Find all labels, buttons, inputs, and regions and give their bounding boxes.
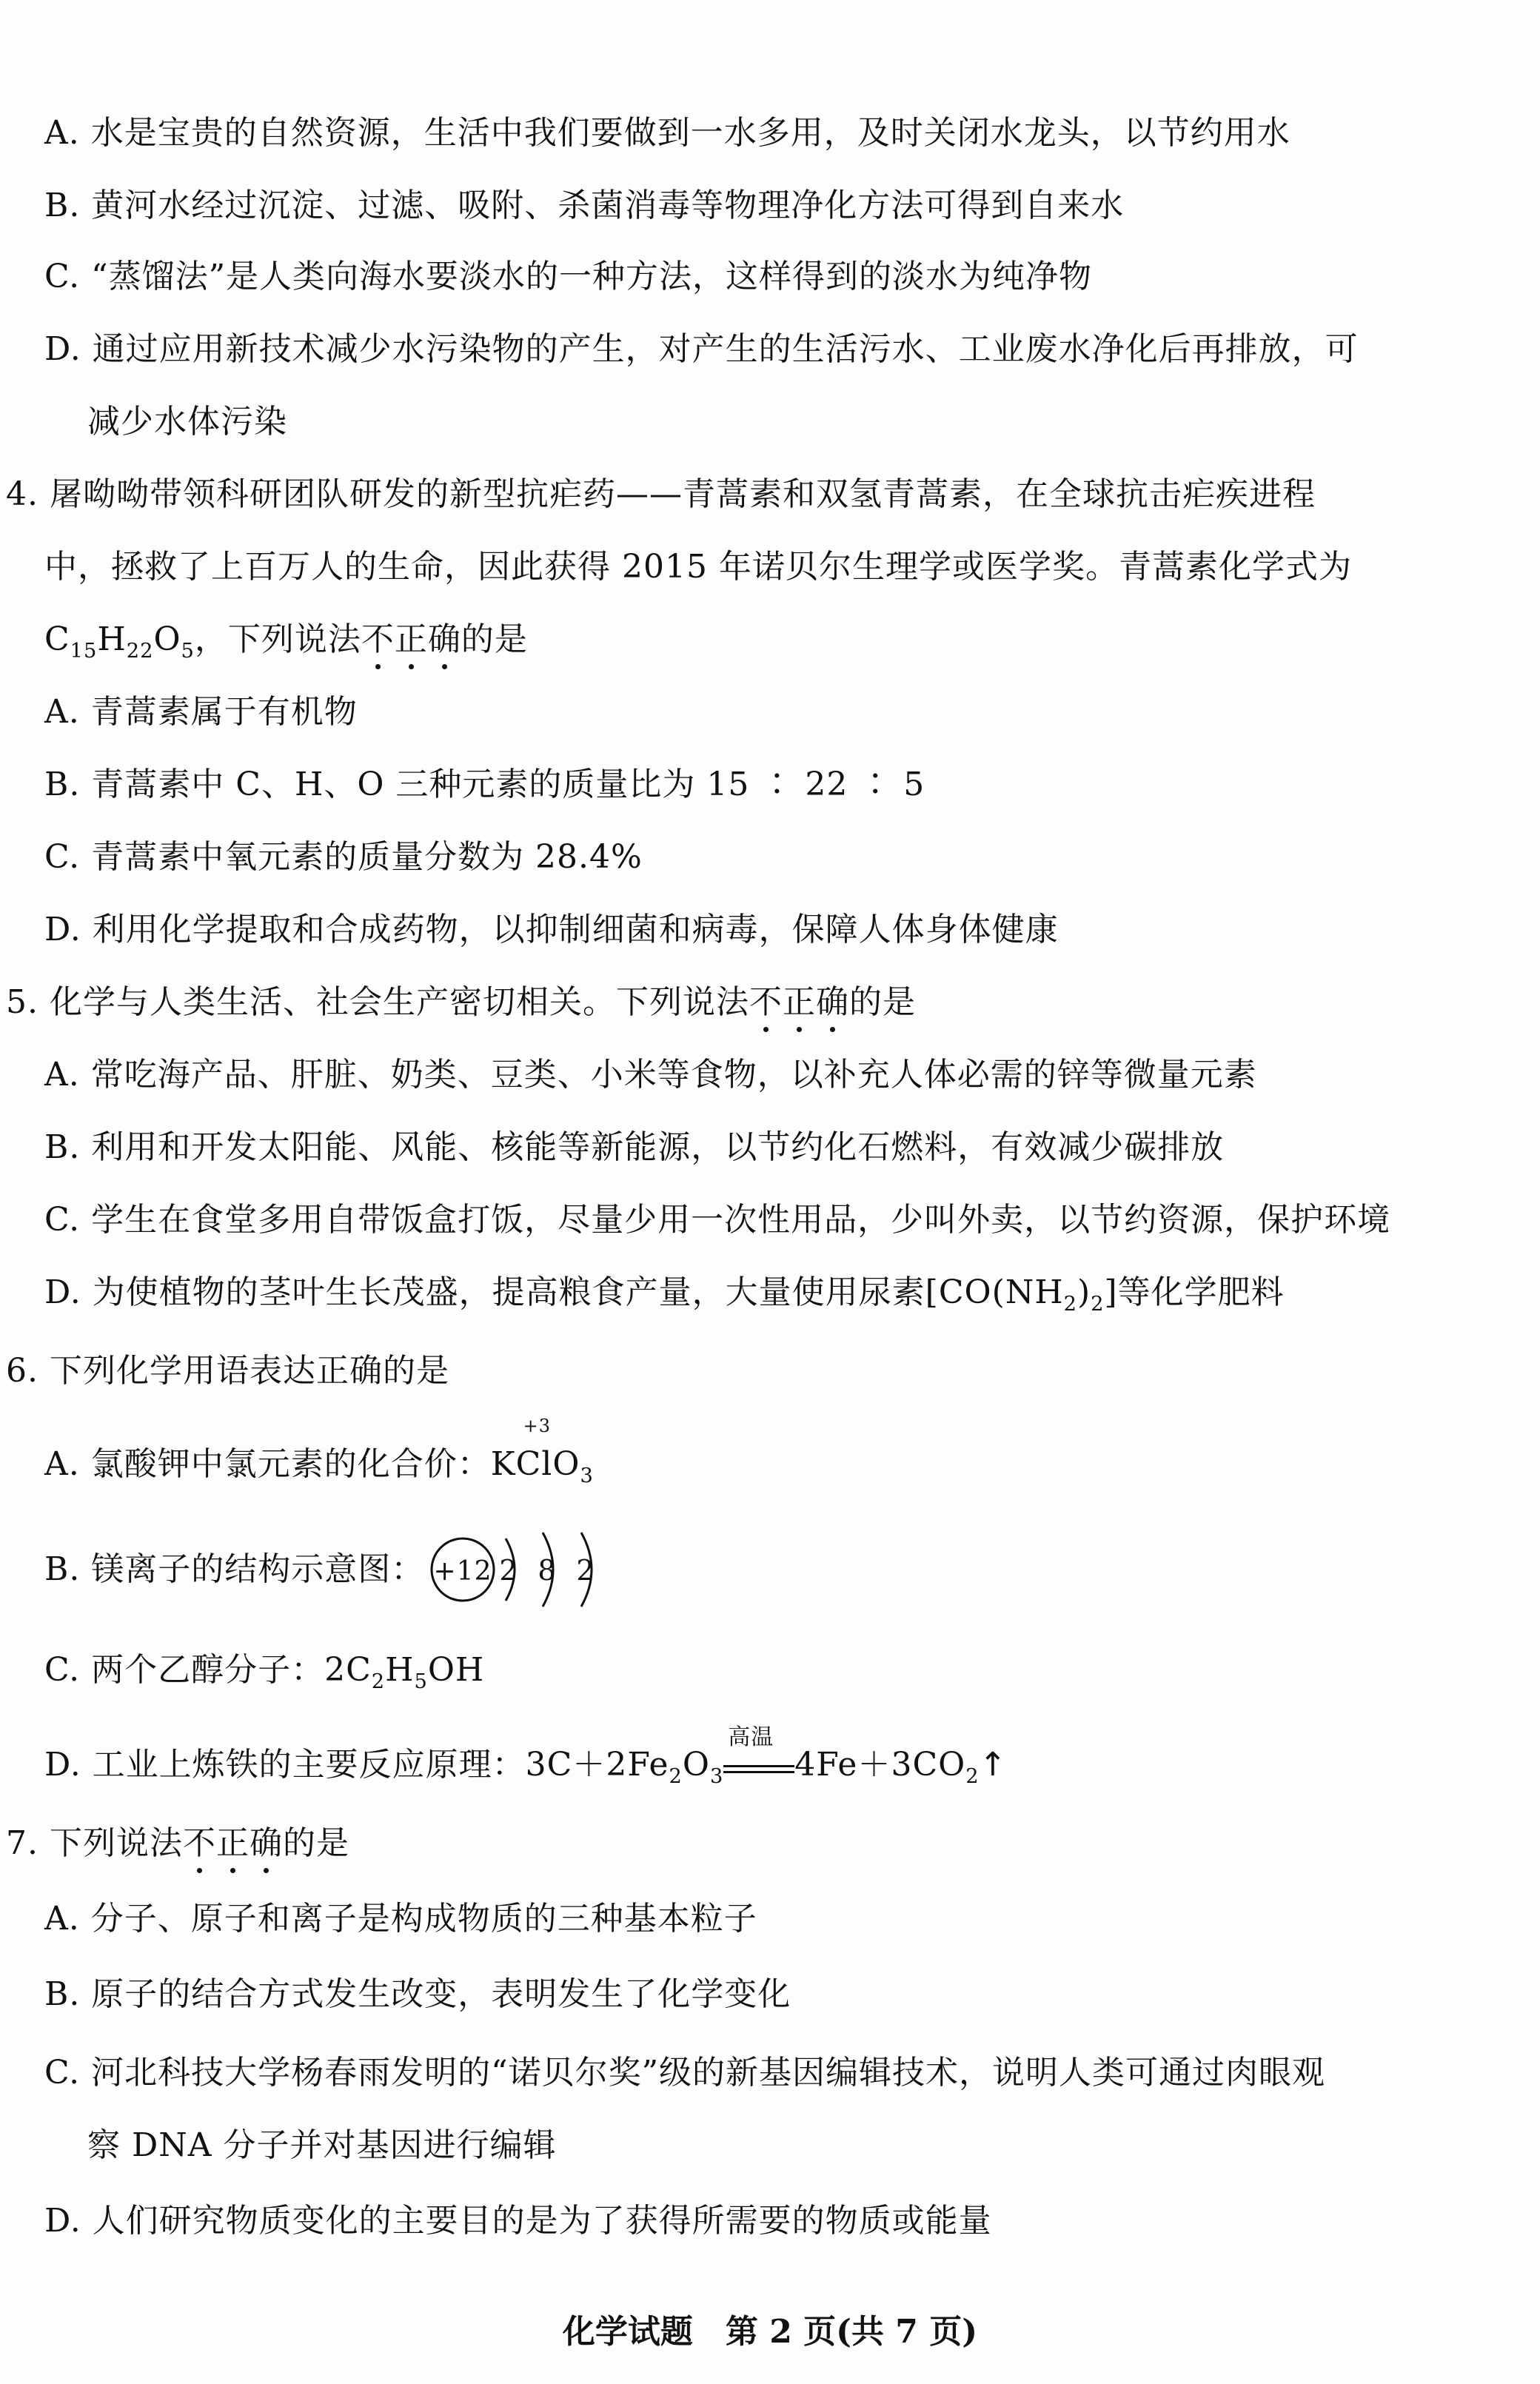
- shell-electrons-3: 2: [576, 1554, 595, 1587]
- valence-symbol: [515, 1416, 553, 1487]
- q3-option-c: C. “蒸馏法”是人类向海水要淡水的一种方法，这样得到的淡水为纯净物: [44, 258, 1093, 295]
- q7-option-c-line2: 察 DNA 分子并对基因进行编辑: [87, 2126, 557, 2164]
- option-text: B. 镁离子的结构示意图：: [44, 1550, 425, 1588]
- equals-bar-top: [723, 1765, 794, 1767]
- formula-element: Cl: [515, 1445, 553, 1483]
- emphasis-char: 正: [216, 1821, 250, 1866]
- emphasis-char: 不: [749, 980, 783, 1025]
- formula-subscript: 5: [181, 639, 195, 663]
- shell-electrons-1: 2: [499, 1554, 518, 1587]
- formula-subscript: 5: [414, 1670, 428, 1693]
- formula-element: 4Fe＋3CO: [794, 1746, 966, 1784]
- q6-option-c: [44, 1648, 484, 1692]
- emphasis-char: 不: [183, 1821, 216, 1866]
- option-text: D. 为使植物的茎叶生长茂盛，提高粮食产量，大量使用尿素[CO(NH: [44, 1273, 1064, 1311]
- stem-text: 的是: [461, 620, 528, 658]
- stem-text: 的是: [282, 1824, 349, 1862]
- stem-text: ，下列说法: [194, 620, 361, 658]
- formula-subscript: 2: [1091, 1292, 1105, 1316]
- q4-stem-line3: [44, 617, 528, 662]
- emphasis-char: 确: [428, 617, 461, 662]
- q4-option-c: C. 青蒿素中氧元素的质量分数为 28.4%: [44, 838, 643, 876]
- formula-subscript: 2: [669, 1764, 683, 1788]
- q7-option-c-line1: C. 河北科技大学杨春雨发明的“诺贝尔奖”级的新基因编辑技术，说明人类可通过肉眼观: [44, 2054, 1326, 2092]
- q6-option-b: [44, 1547, 669, 1592]
- q5-option-c: C. 学生在食堂多用自带饭盒打饭，尽量少用一次性用品，少叫外卖，以节约资源，保护环境: [44, 1201, 1391, 1239]
- emphasis-char: 确: [250, 1821, 283, 1866]
- formula-subscript: 15: [70, 639, 98, 663]
- shell-electrons-2: 8: [538, 1554, 557, 1587]
- q4-stem-line2: 中，拯救了上百万人的生命，因此获得 2015 年诺贝尔生理学或医学奖。青蒿素化学式为: [44, 548, 1352, 586]
- option-text: C. 两个乙醇分子：2C: [44, 1651, 372, 1689]
- valence-number: +3: [523, 1416, 552, 1436]
- emphasis-char: 不: [361, 617, 395, 662]
- formula-element: O: [552, 1445, 580, 1483]
- formula-subscript: 2: [965, 1764, 980, 1788]
- atom-diagram-svg: [424, 1525, 669, 1614]
- page-footer: 化学试题 第 2 页(共 7 页): [562, 2313, 978, 2351]
- formula-element: H: [385, 1651, 415, 1689]
- nucleus-charge: +12: [433, 1556, 492, 1587]
- formula-element: OH: [427, 1651, 485, 1689]
- q5-option-b: B. 利用和开发太阳能、风能、核能等新能源，以节约化石燃料，有效减少碳排放: [44, 1128, 1225, 1166]
- formula-subscript: 3: [580, 1464, 594, 1487]
- option-text: ): [1077, 1273, 1091, 1311]
- q3-option-b: B. 黄河水经过沉淀、过滤、吸附、杀菌消毒等物理净化方法可得到自来水: [44, 187, 1125, 224]
- q4-option-a: A. 青蒿素属于有机物: [44, 693, 358, 731]
- q7-stem: [6, 1821, 349, 1866]
- option-text: D. 工业上炼铁的主要反应原理：3C＋2Fe: [44, 1746, 669, 1784]
- q6-option-d: [44, 1724, 1008, 1788]
- option-text: ]等化学肥料: [1104, 1273, 1285, 1311]
- q6-option-a: [44, 1416, 594, 1487]
- reaction-condition: [723, 1724, 794, 1787]
- q7-option-b: B. 原子的结合方式发生改变，表明发生了化学变化: [44, 1975, 791, 2013]
- q3-option-d-line1: D. 通过应用新技术减少水污染物的产生，对产生的生活污水、工业废水净化后再排放，可: [44, 330, 1359, 368]
- formula-subscript: 2: [371, 1670, 386, 1693]
- q3-option-a: A. 水是宝贵的自然资源，生活中我们要做到一水多用，及时关闭水龙头，以节约用水: [44, 114, 1290, 152]
- formula-element: O: [682, 1746, 710, 1784]
- reaction-condition-text: 高温: [728, 1724, 774, 1750]
- emphasis-char: 正: [395, 617, 428, 662]
- emphasis-char: 正: [783, 980, 816, 1025]
- q6-stem: 6. 下列化学用语表达正确的是: [6, 1352, 449, 1390]
- gas-arrow-icon: ↑: [979, 1746, 1008, 1784]
- q3-option-d-line2: 减少水体污染: [87, 403, 287, 441]
- q4-option-d: D. 利用化学提取和合成药物，以抑制细菌和病毒，保障人体身体健康: [44, 911, 1059, 948]
- q7-option-d: D. 人们研究物质变化的主要目的是为了获得所需要的物质或能量: [44, 2202, 992, 2240]
- formula-element: H: [97, 620, 127, 658]
- atom-structure-diagram: [424, 1547, 669, 1592]
- emphasis-char: 确: [816, 980, 849, 1025]
- stem-text: 7. 下列说法: [6, 1824, 183, 1862]
- stem-text: 的是: [848, 983, 916, 1021]
- formula-element: O: [153, 620, 181, 658]
- q5-option-a: A. 常吃海产品、肝脏、奶类、豆类、小米等食物，以补充人体必需的锌等微量元素: [44, 1056, 1257, 1094]
- q7-option-a: A. 分子、原子和离子是构成物质的三种基本粒子: [44, 1900, 757, 1938]
- q5-stem: [6, 980, 916, 1025]
- formula-element: C: [44, 620, 70, 658]
- q4-option-b: B. 青蒿素中 C、H、O 三种元素的质量比为 15 ∶ 22 ∶ 5: [44, 766, 925, 803]
- option-text: A. 氯酸钾中氯元素的化合价：K: [44, 1445, 516, 1483]
- formula-subscript: 22: [126, 639, 154, 663]
- stem-text: 5. 化学与人类生活、社会生产密切相关。下列说法: [6, 983, 749, 1021]
- q4-stem-line1: 4. 屠呦呦带领科研团队研发的新型抗疟药——青蒿素和双氢青蒿素，在全球抗击疟疾进程: [6, 475, 1316, 513]
- formula-subscript: 2: [1063, 1292, 1077, 1316]
- q5-option-d: [44, 1270, 1285, 1315]
- formula-subscript: 3: [709, 1764, 724, 1788]
- equals-bar-bottom: [723, 1771, 794, 1773]
